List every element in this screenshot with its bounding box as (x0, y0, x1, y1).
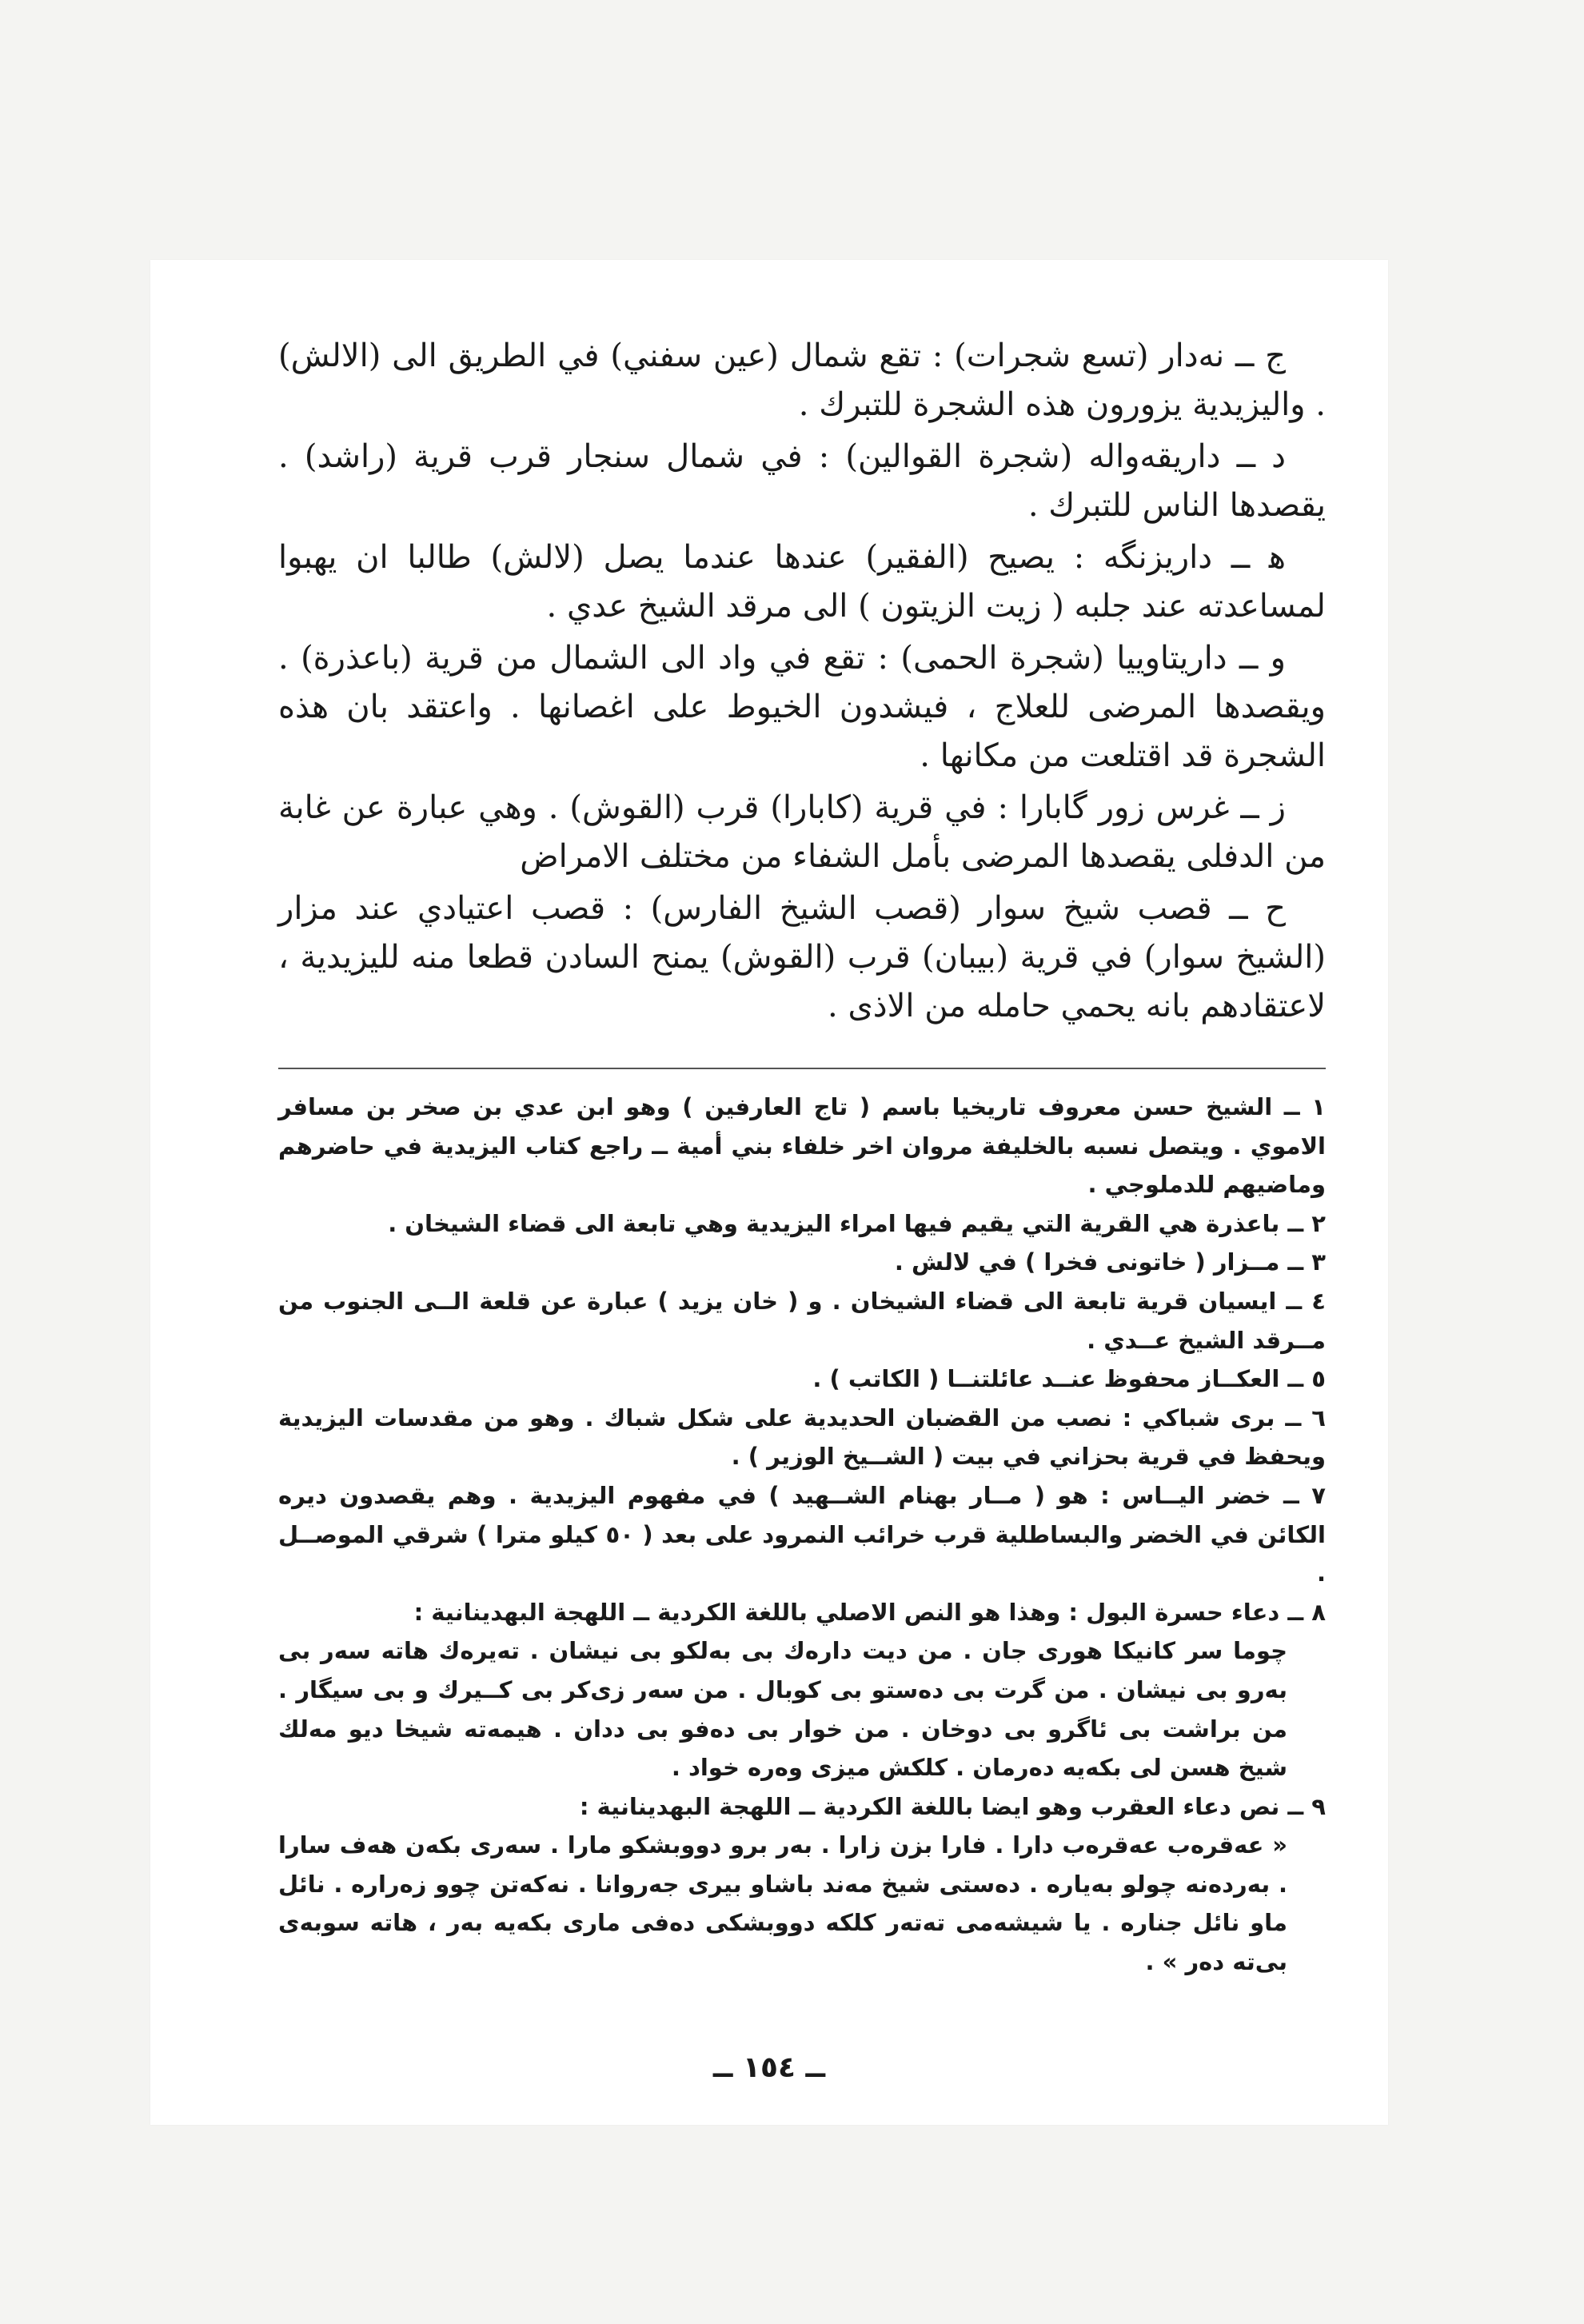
paragraph-ha-2: ح ــ قصب شيخ سوار (قصب الشيخ الفارس) : قصب اعتيادي عند مزار (الشيخ سوار) في قرية (بيبان) قرب (القوش) يمنح السادن قطعا منه لليزيدية ، لاعتقادهم بانه يحمي حامله من الاذى . (278, 890, 1326, 1024)
footnote-9-kurdish-text: « عەقرەب عەقرەب دارا . فارا بزن زارا . بەر برو دووبشكو مارا . سەری بكەن هەف سارا . بەردەنه چولو بەيارە . دەستی شيخ مەند باشاو بيری جەروانا . نەكەتن چوو زەرارە . نائل ماو نائل جنارە . يا شيشەمی تەتەر كلكه دووبشكی دەفی ماری بكەيه بەر ، هاته سوبەی بی‌تە دەر » . (278, 1831, 1287, 1976)
paragraph-ha: ﻫ ــ داریزنگه : يصيح (الفقير) عندها عندما يصل (لالش) طالبا ان يهبوا لمساعدته عند جلبه ( زيت الزيتون ) الى مرقد الشيخ عدي . (278, 539, 1326, 625)
footnote-2: ٢ ــ باعذرة هي القرية التي يقيم فيها امراء اليزيدية وهي تابعة الى قضاء الشيخان . (388, 1209, 1326, 1237)
body-text (278, 332, 1326, 1034)
footnote-4: ٤ ــ ايسيان قرية تابعة الى قضاء الشيخان . و ( خان يزيد ) عبارة عن قلعة الــى الجنوب من مــرقد الشيخ عــدي . (278, 1287, 1326, 1354)
paragraph-zay: ز ــ غرس زور گابارا : في قرية (كابارا) قرب (القوش) . وهي عبارة عن غابة من الدفلى يقصدها المرضى بأمل الشفاء من مختلف الامراض (278, 789, 1326, 875)
footnote-3: ٣ ــ مــزار ( خاتونی فخرا ) في لالش . (894, 1248, 1326, 1276)
footnote-8: ٨ ــ دعاء حسرة البول : وهذا هو النص الاصلي باللغة الكردية ــ اللهجة البهدينانية : (413, 1598, 1326, 1626)
paragraph-waw: و ــ داریتاوییا (شجرة الحمى) : تقع في واد الى الشمال من قرية (باعذرة) . ويقصدها المرضى للعلاج ، فيشدون الخيوط على اغصانها . واعتقد بان هذه الشجرة قد اقتلعت من مكانها . (278, 640, 1326, 774)
footnote-6: ٦ ــ بری شباكي : نصب من القضبان الحديدية على شكل شباك . وهو من مقدسات اليزيدية ويحفظ في قرية بحزاني في بيت ( الشــيخ الوزير ) . (278, 1404, 1326, 1471)
page-sheet (150, 260, 1388, 2125)
footnote-8-kurdish-text: چوما سر كانيكا هوری جان . من ديت دارەك بی بەلكو بی نيشان . تەيرەك هاته سەر بی بەرو بی نيشان . من گرت بی دەستو بی كوبال . من سەر زی‌كر بی كــيرك و بی سيگار . من براشت بی ئاگرو بی دوخان . من خوار بی دەفو بی ددان . هيمەته شيخا دیو مەلك شيخ هسن لی بكەيه دەرمان . كلكش ميزی وەرە خواد . (278, 1637, 1287, 1782)
page-number: ــ ١٥٤ ــ (712, 2051, 826, 2084)
paragraph-jim: ج ــ نەدار (تسع شجرات) : تقع شمال (عين سفني) في الطريق الى (الالش) . واليزيدية يزورون هذه الشجرة للتبرك . (278, 337, 1326, 423)
footnotes (278, 1088, 1326, 1982)
paragraph-dal: د ــ داریقەواله (شجرة القوالين) : في شمال سنجار قرب قرية (راشد) . يقصدها الناس للتبرك . (278, 438, 1326, 524)
footnote-9: ٩ ــ نص دعاء العقرب وهو ايضا باللغة الكردية ــ اللهجة البهدينانية : (579, 1792, 1326, 1820)
footnote-5: ٥ ــ العكــاز محفوظ عنــد عائلتنــا ( الكاتب ) . (812, 1365, 1326, 1393)
footnote-1: ١ ــ الشيخ حسن معروف تاريخيا باسم ( تاج العارفين ) وهو ابن عدي بن صخر بن مسافر الاموي . ويتصل نسبه بالخليفة مروان اخر خلفاء بني أمية ــ راجع كتاب اليزيدية في حاضرهم وماضيهم للدملوجي . (278, 1093, 1326, 1199)
footnote-divider (278, 1068, 1326, 1069)
footnote-7: ٧ ــ خضر اليــاس : هو ( مــار بهنام الشــهيد ) في مفهوم اليزيدية . وهم يقصدون ديره الكائن في الخضر والبساطلية قرب خرائب النمرود على بعد ( ٥٠ كيلو مترا ) شرقي الموصــل . (278, 1481, 1327, 1587)
